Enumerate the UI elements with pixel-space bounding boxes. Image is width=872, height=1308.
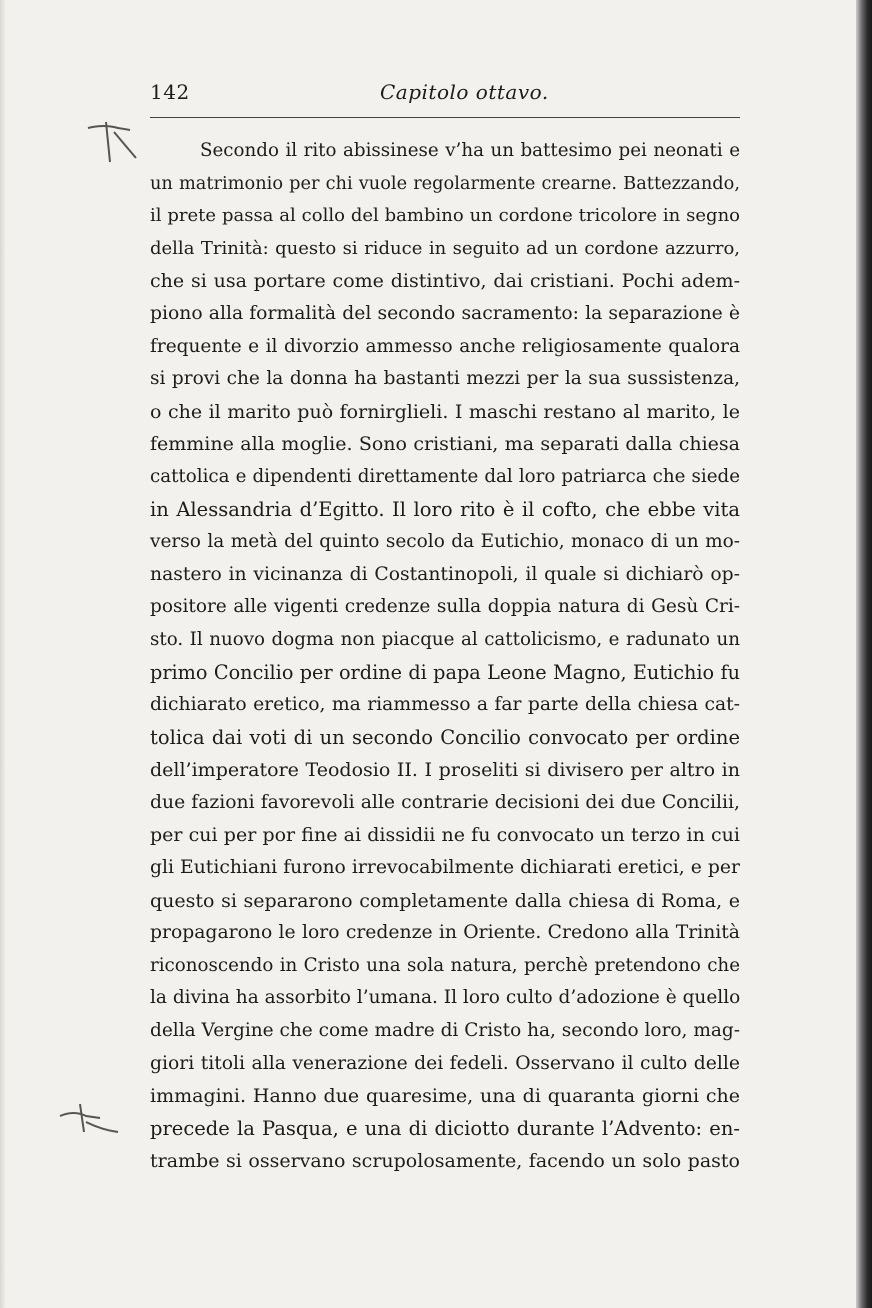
text-line: propagarono le loro credenze in Oriente. Credono alla Trinità [150, 922, 740, 944]
text-line: cattolica e dipendenti direttamente dal loro patriarca che siede [150, 465, 740, 487]
text-line: sto. Il nuovo dogma non piacque al cattolicismo, e radunato un [150, 628, 740, 650]
text-line: femmine alla moglie. Sono cristiani, ma separati dalla chiesa [150, 433, 740, 456]
header-rule [150, 117, 740, 118]
text-line: dell’imperatore Teodosio II. I proseliti si divisero per altro in [150, 759, 740, 782]
text-line: trambe si osservano scrupolosamente, facendo un solo pasto [150, 1150, 740, 1173]
text-line: tolica dai voti di un secondo Concilio convocato per ordine [150, 725, 740, 749]
text-line: dichiarato eretico, ma riammesso a far parte della chiesa cat- [150, 694, 740, 716]
text-line: positore alle vigenti credenze sulla doppia natura di Gesù Cri- [150, 596, 740, 618]
text-line: della Trinità: questo si riduce in seguito ad un cordone azzurro, [150, 237, 740, 259]
running-title: Capitolo ottavo. [380, 80, 549, 104]
text-line: immagini. Hanno due quaresime, una di quaranta giorni che [150, 1085, 740, 1108]
scan-edge-left [0, 0, 6, 1308]
text-line: piono alla formalità del secondo sacramento: la separazione è [150, 302, 740, 324]
text-line: precede la Pasqua, e una di diciotto durante l’Advento: en- [150, 1116, 740, 1140]
text-line: il prete passa al collo del bambino un cordone tricolore in segno [150, 205, 740, 227]
text-line: nastero in vicinanza di Costantinopoli, il quale si dichiarò op- [150, 563, 740, 585]
text-line: verso la metà del quinto secolo da Eutichio, monaco di un mo- [150, 531, 740, 553]
text-line: un matrimonio per chi vuole regolarmente crearne. Battezzando, [150, 173, 740, 194]
pencil-cross-mark-bottom [56, 1100, 126, 1140]
text-line: o che il marito può fornirglieli. I maschi restano al marito, le [150, 400, 740, 423]
text-line: giori titoli alla venerazione dei fedeli. Osservano il culto delle [150, 1052, 740, 1074]
text-line: della Vergine che come madre di Cristo ha, secondo loro, mag- [150, 1020, 740, 1042]
scan-edge-right [856, 0, 872, 1308]
text-line: in Alessandria d’Egitto. Il loro rito è il cofto, che ebbe vita [150, 497, 740, 521]
text-line: per cui per por fine ai dissidii ne fu convocato un terzo in cui [150, 824, 740, 847]
text-line: che si usa portare come distintivo, dai cristiani. Pochi adem- [150, 270, 740, 293]
text-line: si provi che la donna ha bastanti mezzi per la sua sussistenza, [150, 368, 740, 390]
body-text [150, 135, 740, 1178]
text-line: primo Concilio per ordine di papa Leone Magno, Eutichio fu [150, 660, 740, 684]
text-line: Secondo il rito abissinese v’ha un battesimo pei neonati e [200, 140, 740, 161]
text-line: gli Eutichiani furono irrevocabilmente dichiarati eretici, e per [150, 857, 740, 879]
text-line: la divina ha assorbito l’umana. Il loro culto d’adozione è quello [150, 987, 741, 1009]
text-line: due fazioni favorevoli alle contrarie decisioni dei due Concilii, [150, 791, 740, 813]
pencil-cross-mark-top [84, 118, 144, 168]
text-line: riconoscendo in Cristo una sola natura, perchè pretendono che [150, 954, 740, 976]
page-number: 142 [150, 80, 190, 104]
text-line: questo si separarono completamente dalla chiesa di Roma, e [150, 889, 740, 912]
text-line: frequente e il divorzio ammesso anche religiosamente qualora [150, 335, 740, 357]
